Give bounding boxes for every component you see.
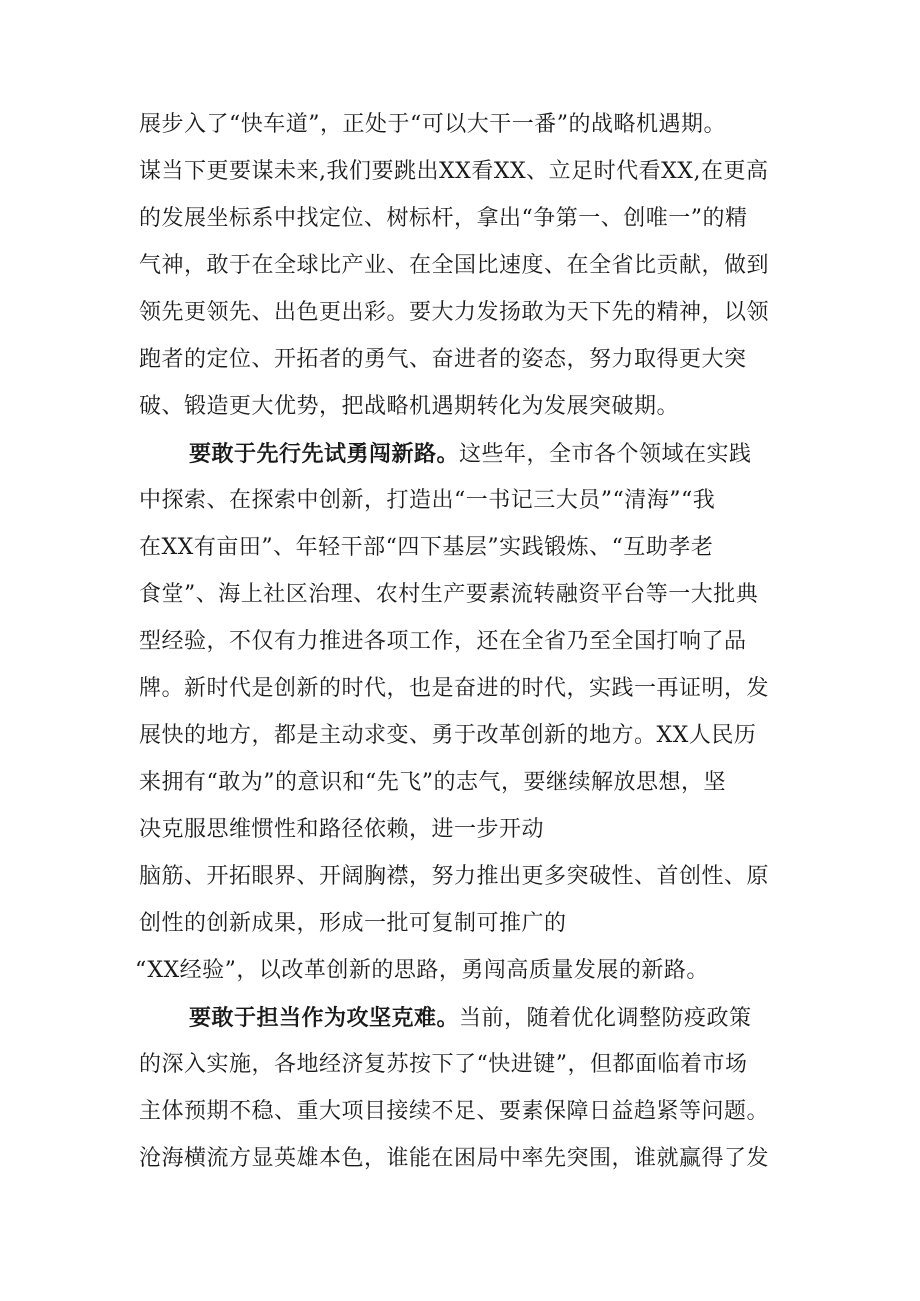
text-line: 的发展坐标系中找定位、树标杆，拿出“争第一、创唯一”的精 [139, 206, 748, 231]
text-line: 食堂”、海上社区治理、农村生产要素流转融资平台等一大批典 [139, 582, 759, 607]
text-line: “XX经验”，以改革创新的思路，勇闯高质量发展的新路。 [135, 958, 709, 983]
text-line: 的深入实施，各地经济复苏按下了“快进键”，但都面临着市场 [139, 1052, 748, 1077]
text-line: 脑筋、开拓眼界、开阔胸襟，努力推出更多突破性、首创性、原 [139, 864, 770, 889]
text-line: 气神，敢于在全球比产业、在全国比速度、在全省比贡献，做到 [139, 253, 770, 278]
text-line: 沧海横流方显英雄本色，谁能在困局中率先突围，谁就赢得了发 [139, 1146, 770, 1171]
text-line: 主体预期不稳、重大项目接续不足、要素保障日益趋紧等问题。 [139, 1099, 770, 1124]
paragraph-text: 当前，随着优化调整防疫政策 [459, 1006, 752, 1031]
text-line: 谋当下更要谋未来,我们要跳出XX看XX、立足时代看XX,在更高 [139, 159, 769, 184]
text-line: 牌。新时代是创新的时代，也是奋进的时代，实践一再证明，发 [139, 676, 770, 701]
paragraph-first-line [189, 1003, 752, 1033]
text-line: 创性的创新成果，形成一批可复制可推广的 [139, 911, 567, 936]
paragraph-heading: 要敢于担当作为攻坚克难。 [189, 1005, 460, 1031]
text-line: 破、锻造更大优势，把战略机遇期转化为发展突破期。 [139, 394, 680, 419]
text-line: 决克服思维惯性和路径依赖，进一步开动 [139, 817, 545, 842]
text-line: 跑者的定位、开拓者的勇气、奋进者的姿态，努力取得更大突 [139, 347, 747, 372]
text-line: 型经验，不仅有力推进各项工作，还在全省乃至全国打响了品 [139, 629, 747, 654]
text-line: 领先更领先、出色更出彩。要大力发扬敢为天下先的精神，以领 [139, 300, 770, 325]
text-line: 来拥有“敢为”的意识和“先飞”的志气，要继续解放思想，坚 [139, 770, 726, 795]
text-line: 展快的地方，都是主动求变、勇于改革创新的地方。XX人民历 [139, 723, 757, 748]
paragraph-heading: 要敢于先行先试勇闯新路。 [189, 441, 460, 467]
paragraph-first-line [189, 439, 752, 469]
text-line: 中探索、在探索中创新，打造出“一书记三大员”“清海”“我 [139, 488, 716, 513]
paragraph-text: 这些年，全市各个领域在实践 [459, 442, 752, 467]
text-line: 展步入了“快车道”，正处于“可以大干一番”的战略机遇期。 [139, 112, 726, 137]
text-line: 在XX有亩田”、年轻干部“四下基层”实践锻炼、“互助孝老 [139, 535, 714, 560]
